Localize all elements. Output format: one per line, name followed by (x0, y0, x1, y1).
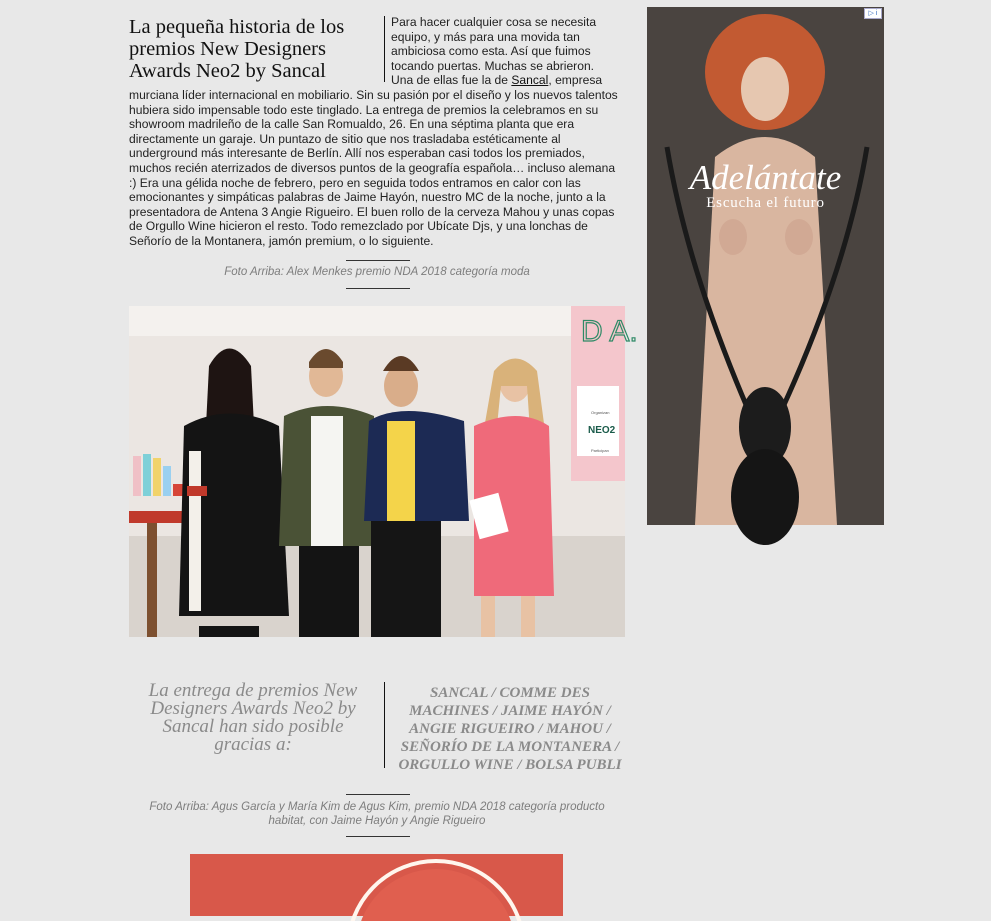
sign-letters: D A. (581, 315, 638, 348)
advertisement[interactable] (647, 7, 884, 525)
ad-headline: Adelántate (689, 158, 842, 197)
caption2-rule-top (346, 794, 410, 795)
ad-choices-icon[interactable]: ▷ i (864, 8, 882, 19)
photo2-caption: Foto Arriba: Agus García y María Kim de Agus Kim, premio NDA 2018 categoría producto habitat, con Jaime Hayón y Angie Rigueiro (149, 801, 605, 827)
ad-illustration (647, 7, 884, 525)
article-title: La pequeña historia de los premios New Designers Awards Neo2 by Sancal (129, 16, 345, 82)
award-photo (190, 854, 563, 916)
sign-line1: Organizan (591, 410, 610, 415)
sponsor-list: SANCAL / COMME DES MACHINES / JAIME HAYÓN / ANGIE RIGUEIRO / MAHOU / SEÑORÍO DE LA MONTANERA / ORGULLO WINE / BOLSA PUBLI (398, 685, 622, 773)
event-photo (129, 306, 638, 637)
caption-rule-top (346, 260, 410, 261)
article-body (129, 15, 619, 249)
event-photo-illustration (129, 306, 638, 637)
body-text-part2: , empresa murciana líder internacional en mobiliario. Sin su pasión por el diseño y los nuevos talentos hubiera sido impensable todo este tinglado. La entrega de premios la celebramos en su showroom madrileño de la calle San Romualdo, 26. En una séptima planta que era directamente un garaje. Un puntazo de sitio que nos trasladaba estéticamente al underground más interesante de Berlín. Allí nos esperaban casi todos los premiados, muchos recién aterrizados de diversos puntos de la geografía española… incluso alemana :) Era una gélida noche de febrero, pero en seguida todos entramos en calor con las emocionantes y simpáticas palabras de Jaime Hayón, nuestro MC de la noche, junto a la presentadora de Antena 3 Angie Rigueiro. El buen rollo de la cerveza Mahou y unas copas de Orgullo Wine hicieron el resto. Todo remezclado por Ubícate Djs, y una lonchas de Señorío de la Montanera, jamón premium, o lo siguiente. (129, 73, 618, 248)
award-photo-illustration (190, 854, 563, 916)
sign-line2: Participan (591, 448, 609, 453)
thanks-divider (384, 682, 385, 768)
sancal-link[interactable]: Sancal (511, 73, 549, 88)
caption2-rule-bottom (346, 836, 410, 837)
body-text-part1: Para hacer cualquier cosa se necesita equipo, y más para una movida tan ambiciosa como esta. Así que fuimos tocando puertas. Muchas se abrieron. Una de ellas fue la de (391, 15, 597, 88)
sign-brand: NEO2 (588, 425, 616, 436)
caption-rule-bottom (346, 288, 410, 289)
thanks-heading: La entrega de premios New Designers Awards Neo2 by Sancal han sido posible gracias a: (148, 680, 358, 755)
ad-tagline: Escucha el futuro (706, 195, 825, 211)
photo-caption: Foto Arriba: Alex Menkes premio NDA 2018 categoría moda (224, 266, 530, 278)
